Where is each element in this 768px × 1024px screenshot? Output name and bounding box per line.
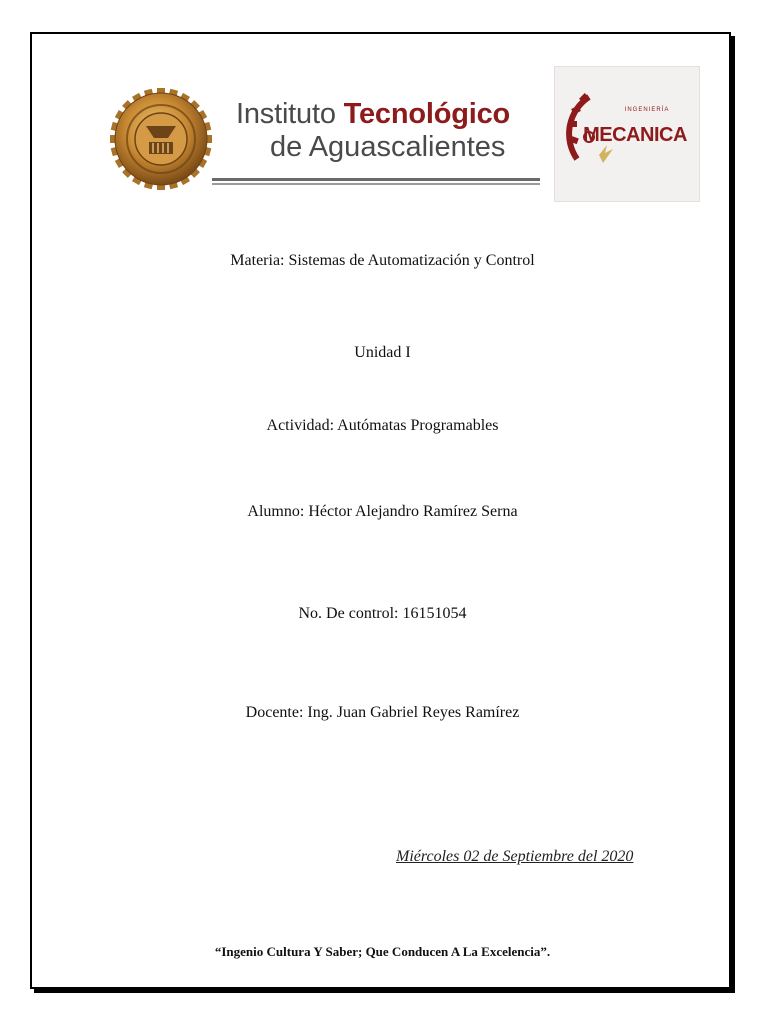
institute-title-line1 — [236, 100, 536, 129]
title-underline-thick — [212, 178, 540, 181]
teacher-line: Docente: Ing. Juan Gabriel Reyes Ramírez — [245, 704, 520, 721]
institute-title-line2: de Aguascalientes — [270, 131, 506, 163]
unit-line: Unidad I — [354, 344, 411, 361]
mecanica-logo-icon — [554, 66, 700, 202]
activity-line: Actividad: Autómatas Programables — [266, 417, 499, 434]
institute-title-word-tecnologico: Tecnológico — [343, 98, 511, 130]
title-underline-thin — [212, 183, 540, 185]
student-line: Alumno: Héctor Alejandro Ramírez Serna — [247, 503, 518, 520]
motto-line: “Ingenio Cultura Y Saber; Que Conducen A La Excelencia”. — [214, 944, 551, 959]
svg-text:MECANICA: MECANICA — [583, 124, 687, 146]
svg-text:INGENIERÍA: INGENIERÍA — [624, 107, 670, 113]
date-line: Miércoles 02 de Septiembre del 2020 — [396, 848, 634, 865]
institute-title-word-instituto: Instituto — [236, 98, 336, 130]
institute-title — [236, 100, 536, 162]
institute-seal-icon — [110, 88, 212, 190]
control-number-line: No. De control: 16151054 — [298, 605, 467, 622]
subject-line: Materia: Sistemas de Automatización y Control — [230, 252, 535, 269]
